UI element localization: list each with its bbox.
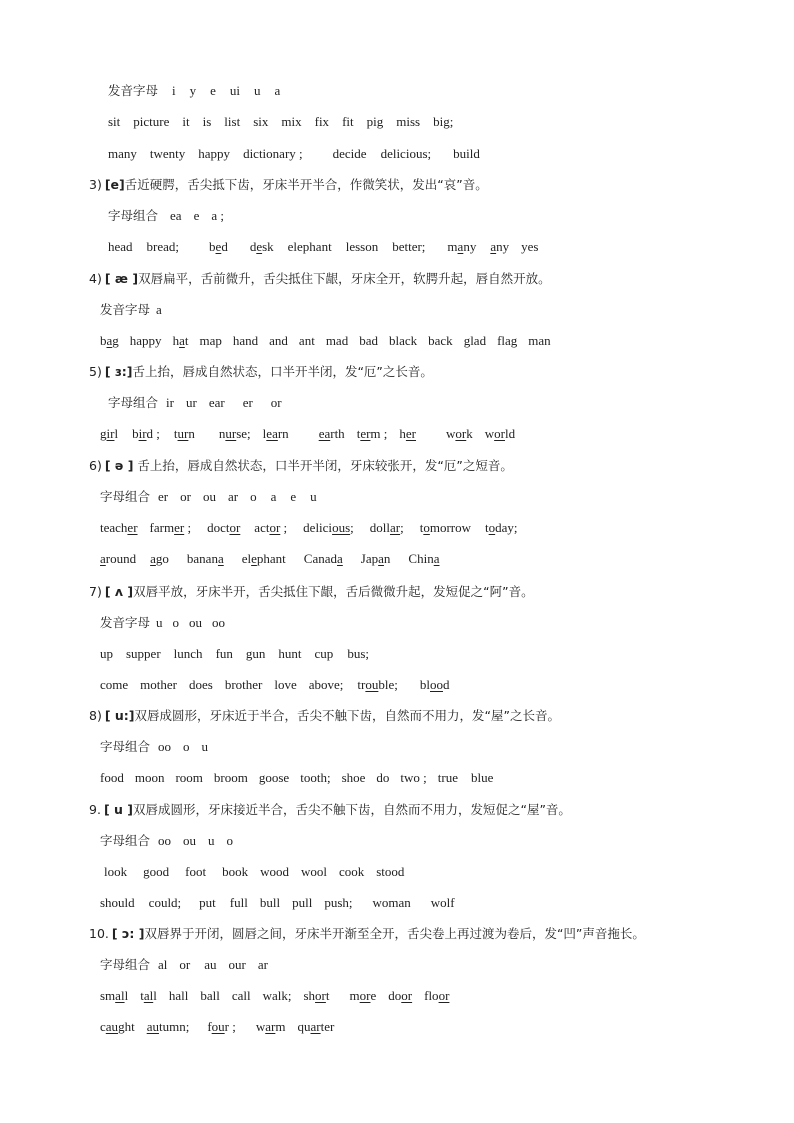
letter-combination: au: [204, 957, 217, 972]
row-label: 字母组合: [100, 739, 151, 754]
example-word: map: [199, 333, 222, 348]
example-word: ago: [150, 551, 169, 566]
letter-combination: or: [180, 489, 191, 504]
example-word: two ;: [400, 770, 427, 785]
example-word: any: [490, 239, 510, 254]
example-word: blue: [471, 770, 494, 785]
example-word: twenty: [149, 146, 186, 161]
example-word: wood: [260, 864, 289, 879]
section-7-heading: [89, 584, 534, 600]
example-word: flag: [497, 333, 518, 348]
letter-combination: u: [156, 615, 163, 630]
example-word: look: [104, 864, 128, 879]
letters-i-y-e-ui-u-a: [108, 83, 280, 99]
example-word: elephant: [241, 551, 286, 566]
example-word: goose: [258, 770, 290, 785]
example-word: good: [143, 864, 170, 879]
example-word: door: [388, 988, 413, 1003]
example-word: bad: [359, 333, 378, 348]
section-number: 9.: [89, 802, 101, 817]
letter-combination: y: [189, 83, 197, 98]
letter-combination: u: [254, 83, 261, 98]
example-word: love: [274, 677, 297, 692]
example-word: come: [100, 677, 129, 692]
phonetic-symbol: [ æ ]: [104, 271, 139, 286]
example-word: bag: [100, 333, 119, 348]
example-word: moon: [134, 770, 165, 785]
letter-combination: o: [183, 739, 190, 754]
letter-combination: u: [310, 489, 317, 504]
words-u-short-1: [104, 864, 404, 880]
words-o-long-2: [100, 1019, 334, 1035]
letter-combination: oo: [158, 833, 172, 848]
row-label: 发音字母: [100, 302, 151, 317]
pronunciation-description: 双唇界于开闭，圆唇之间，牙床半开渐至全开，舌尖卷上再过渡为卷后，发“凹”声音拖长。: [144, 926, 645, 941]
letter-combination: o: [226, 833, 234, 848]
example-word: man: [528, 333, 551, 348]
pronunciation-description: 舌上抬，唇成自然状态，口半开半闭，牙床较张开，发“厄”之短音。: [133, 458, 513, 473]
phonetic-symbol: [e]: [104, 177, 125, 192]
section-6-heading: [89, 458, 513, 474]
letters-oo-o-u: [100, 739, 208, 755]
letter-combination: i: [172, 83, 176, 98]
example-word: banana: [186, 551, 224, 566]
example-word: caught: [100, 1019, 135, 1034]
example-word: many: [447, 239, 477, 254]
example-word: turn: [173, 426, 195, 441]
example-word: should: [100, 895, 135, 910]
example-word: world: [484, 426, 516, 441]
section-10-heading: [89, 926, 645, 942]
phonetic-symbol: [ ə ]: [104, 458, 134, 473]
example-word: bus;: [347, 646, 369, 661]
letter-combination: ea: [170, 208, 182, 223]
section-number: 3): [89, 177, 102, 192]
example-word: do: [376, 770, 390, 785]
words-3: [100, 426, 515, 442]
example-word: mother: [140, 677, 177, 692]
example-word: does: [188, 677, 213, 692]
letter-combination: er: [158, 489, 169, 504]
example-word: book: [222, 864, 249, 879]
example-word: ant: [298, 333, 315, 348]
pronunciation-description: 双唇扁平，舌前微升，舌尖抵住下龈，牙床全开，软腭升起，唇自然开放。: [138, 271, 551, 286]
letter-combination: a: [156, 302, 162, 317]
example-word: better;: [392, 239, 426, 254]
example-word: trouble;: [357, 677, 398, 692]
example-word: build: [453, 146, 480, 161]
example-word: room: [175, 770, 203, 785]
example-word: tall: [140, 988, 157, 1003]
example-word: push;: [324, 895, 353, 910]
section-number: 7): [89, 584, 102, 599]
letter-combination: ou: [183, 833, 197, 848]
pronunciation-description: 舌近硬腭，舌尖抵下齿，牙床半开半合，作微笑状，发出“哀”音。: [124, 177, 488, 192]
example-word: picture: [133, 114, 170, 129]
letter-combination: ou: [189, 615, 203, 630]
letter-combination: ur: [185, 395, 197, 410]
example-word: up: [100, 646, 113, 661]
example-word: hat: [172, 333, 189, 348]
example-word: delicious;: [303, 520, 354, 535]
example-word: fit: [342, 114, 354, 129]
example-word: autumn;: [146, 1019, 190, 1034]
example-word: dictionary ;: [243, 146, 303, 161]
letter-combination: u: [201, 739, 209, 754]
phonetic-symbol: [ ʌ ]: [104, 584, 134, 599]
row-label: 字母组合: [100, 489, 151, 504]
section-5-heading: [89, 364, 433, 380]
example-word: many: [108, 146, 137, 161]
example-word: ball: [200, 988, 220, 1003]
section-number: 10.: [89, 926, 109, 941]
example-word: shoe: [341, 770, 366, 785]
example-word: supper: [126, 646, 161, 661]
example-word: woman: [372, 895, 411, 910]
pronunciation-description: 舌上抬，唇成自然状态，口半开半闭，发“厄”之长音。: [132, 364, 433, 379]
letter-combination: e: [210, 83, 216, 98]
letter-combination: al: [158, 957, 168, 972]
example-word: desk: [249, 239, 274, 254]
letter-combination: or: [270, 395, 282, 410]
row-label: 发音字母: [108, 83, 159, 98]
letter-combination: a ;: [211, 208, 224, 223]
section-8-heading: [89, 708, 560, 724]
section-4-heading: [89, 271, 551, 287]
section-number: 8): [89, 708, 102, 723]
example-word: lunch: [173, 646, 203, 661]
letters-ir-ur-ear-er-or: [108, 395, 282, 411]
example-word: six: [253, 114, 269, 129]
example-word: could;: [148, 895, 182, 910]
phonetic-symbol: [ ɔ: ]: [111, 926, 145, 941]
example-word: above;: [308, 677, 344, 692]
letter-combination: ar: [257, 957, 268, 972]
example-word: true: [437, 770, 458, 785]
row-label: 字母组合: [100, 957, 151, 972]
example-word: list: [224, 114, 241, 129]
example-word: around: [100, 551, 137, 566]
pronunciation-description: 双唇成圆形，牙床近于半合，舌尖不触下齿，自然而不用力，发“屋”之长音。: [134, 708, 560, 723]
example-word: food: [100, 770, 124, 785]
example-word: walk;: [262, 988, 292, 1003]
example-word: today;: [485, 520, 518, 535]
letters-u-o-ou-oo: [100, 615, 225, 631]
example-word: pig: [366, 114, 384, 129]
example-word: tooth;: [300, 770, 331, 785]
example-word: call: [231, 988, 251, 1003]
example-word: it: [182, 114, 190, 129]
example-word: cup: [314, 646, 334, 661]
section-number: 4): [89, 271, 102, 286]
example-word: happy: [198, 146, 231, 161]
example-word: pull: [292, 895, 313, 910]
example-word: lesson: [345, 239, 379, 254]
example-word: farmer ;: [149, 520, 192, 535]
example-word: bed: [209, 239, 228, 254]
example-word: stood: [376, 864, 405, 879]
example-word: mad: [325, 333, 349, 348]
example-word: China: [408, 551, 440, 566]
example-word: yes: [521, 239, 539, 254]
example-word: hand: [232, 333, 259, 348]
example-word: more: [349, 988, 377, 1003]
example-word: bull: [259, 895, 281, 910]
row-label: 字母组合: [100, 833, 151, 848]
example-word: tomorrow: [419, 520, 472, 535]
letter-combination: ar: [227, 489, 239, 504]
example-word: learn: [262, 426, 289, 441]
letters-oo-ou-u-o: [100, 833, 233, 849]
example-word: Japan: [360, 551, 391, 566]
example-word: hall: [168, 988, 189, 1003]
example-word: put: [199, 895, 216, 910]
letters-ea-e-a: [108, 208, 224, 224]
example-word: big;: [433, 114, 454, 129]
example-word: teacher: [100, 520, 138, 535]
example-word: decide: [332, 146, 367, 161]
letter-combination: oo: [158, 739, 172, 754]
example-word: full: [229, 895, 248, 910]
words-u-short-2: [100, 895, 455, 911]
example-word: term ;: [356, 426, 388, 441]
example-word: gun: [245, 646, 266, 661]
letter-combination: o: [250, 489, 257, 504]
example-word: earth: [318, 426, 345, 441]
example-word: hunt: [278, 646, 302, 661]
letter-combination: ear: [208, 395, 225, 410]
section-number: 6): [89, 458, 102, 473]
example-word: small: [100, 988, 129, 1003]
letter-combination: u: [208, 833, 215, 848]
example-word: wool: [300, 864, 327, 879]
example-word: sit: [108, 114, 121, 129]
example-word: delicious;: [380, 146, 432, 161]
words-v-2: [100, 677, 450, 693]
words-schwa-2: [100, 551, 440, 567]
example-word: four ;: [207, 1019, 236, 1034]
example-word: foot: [185, 864, 207, 879]
letter-combination: o: [172, 615, 180, 630]
example-word: blood: [419, 677, 450, 692]
example-word: girl: [100, 426, 119, 441]
section-9-heading: [89, 802, 571, 818]
phonetic-symbol: [ ɜ:]: [104, 364, 133, 379]
words-o-long-1: [100, 988, 449, 1004]
example-word: elephant: [287, 239, 332, 254]
example-word: fix: [314, 114, 330, 129]
example-word: dollar;: [369, 520, 404, 535]
example-word: actor ;: [254, 520, 288, 535]
phonetic-symbol: [ u ]: [103, 802, 133, 817]
phonetic-symbol: [ u:]: [104, 708, 135, 723]
example-word: her: [399, 426, 417, 441]
example-word: fun: [215, 646, 233, 661]
letter-combination: er: [242, 395, 253, 410]
example-word: bread;: [146, 239, 180, 254]
words-i-1: [108, 114, 453, 130]
words-i-2: [108, 146, 480, 162]
letter-combination: oo: [212, 615, 226, 630]
words-e: [108, 239, 538, 255]
letter-combination: a: [270, 489, 277, 504]
pronunciation-description: 双唇平放，牙床半开，舌尖抵住下龈，舌后微微升起，发短促之“阿”音。: [133, 584, 534, 599]
letter-combination: e: [193, 208, 200, 223]
example-word: cook: [338, 864, 365, 879]
example-word: mix: [281, 114, 302, 129]
words-u-long: [100, 770, 493, 786]
example-word: brother: [224, 677, 263, 692]
letter-combination: a: [274, 83, 281, 98]
example-word: is: [202, 114, 212, 129]
letter-combination: ui: [229, 83, 241, 98]
example-word: head: [108, 239, 133, 254]
example-word: nurse;: [218, 426, 251, 441]
letters-er-or-ou-ar-o-a-e-u: [100, 489, 317, 505]
letters-al-or-au-our-ar: [100, 957, 268, 973]
example-word: miss: [396, 114, 421, 129]
letter-combination: our: [228, 957, 246, 972]
letter-combination: ir: [166, 395, 174, 410]
words-v-1: [100, 646, 369, 662]
words-ae: [100, 333, 551, 349]
example-word: warm: [255, 1019, 286, 1034]
letter-combination: e: [290, 489, 297, 504]
row-label: 字母组合: [108, 208, 159, 223]
example-word: floor: [424, 988, 450, 1003]
example-word: wolf: [430, 895, 455, 910]
example-word: short: [303, 988, 330, 1003]
section-number: 5): [89, 364, 102, 379]
example-word: quarter: [297, 1019, 335, 1034]
example-word: Canada: [303, 551, 343, 566]
row-label: 发音字母: [100, 615, 151, 630]
example-word: back: [428, 333, 453, 348]
letter-combination: or: [179, 957, 191, 972]
example-word: and: [269, 333, 288, 348]
pronunciation-description: 双唇成圆形，牙床接近半合，舌尖不触下齿，自然而不用力，发短促之“屋”音。: [132, 802, 571, 817]
letters-a: [100, 302, 162, 318]
example-word: black: [388, 333, 418, 348]
words-schwa-1: [100, 520, 518, 536]
example-word: happy: [129, 333, 162, 348]
example-word: glad: [463, 333, 487, 348]
example-word: broom: [213, 770, 248, 785]
example-word: doctor: [207, 520, 241, 535]
example-word: bird ;: [132, 426, 160, 441]
letter-combination: ou: [202, 489, 216, 504]
row-label: 字母组合: [108, 395, 159, 410]
section-3-heading: [89, 177, 488, 193]
example-word: work: [446, 426, 473, 441]
